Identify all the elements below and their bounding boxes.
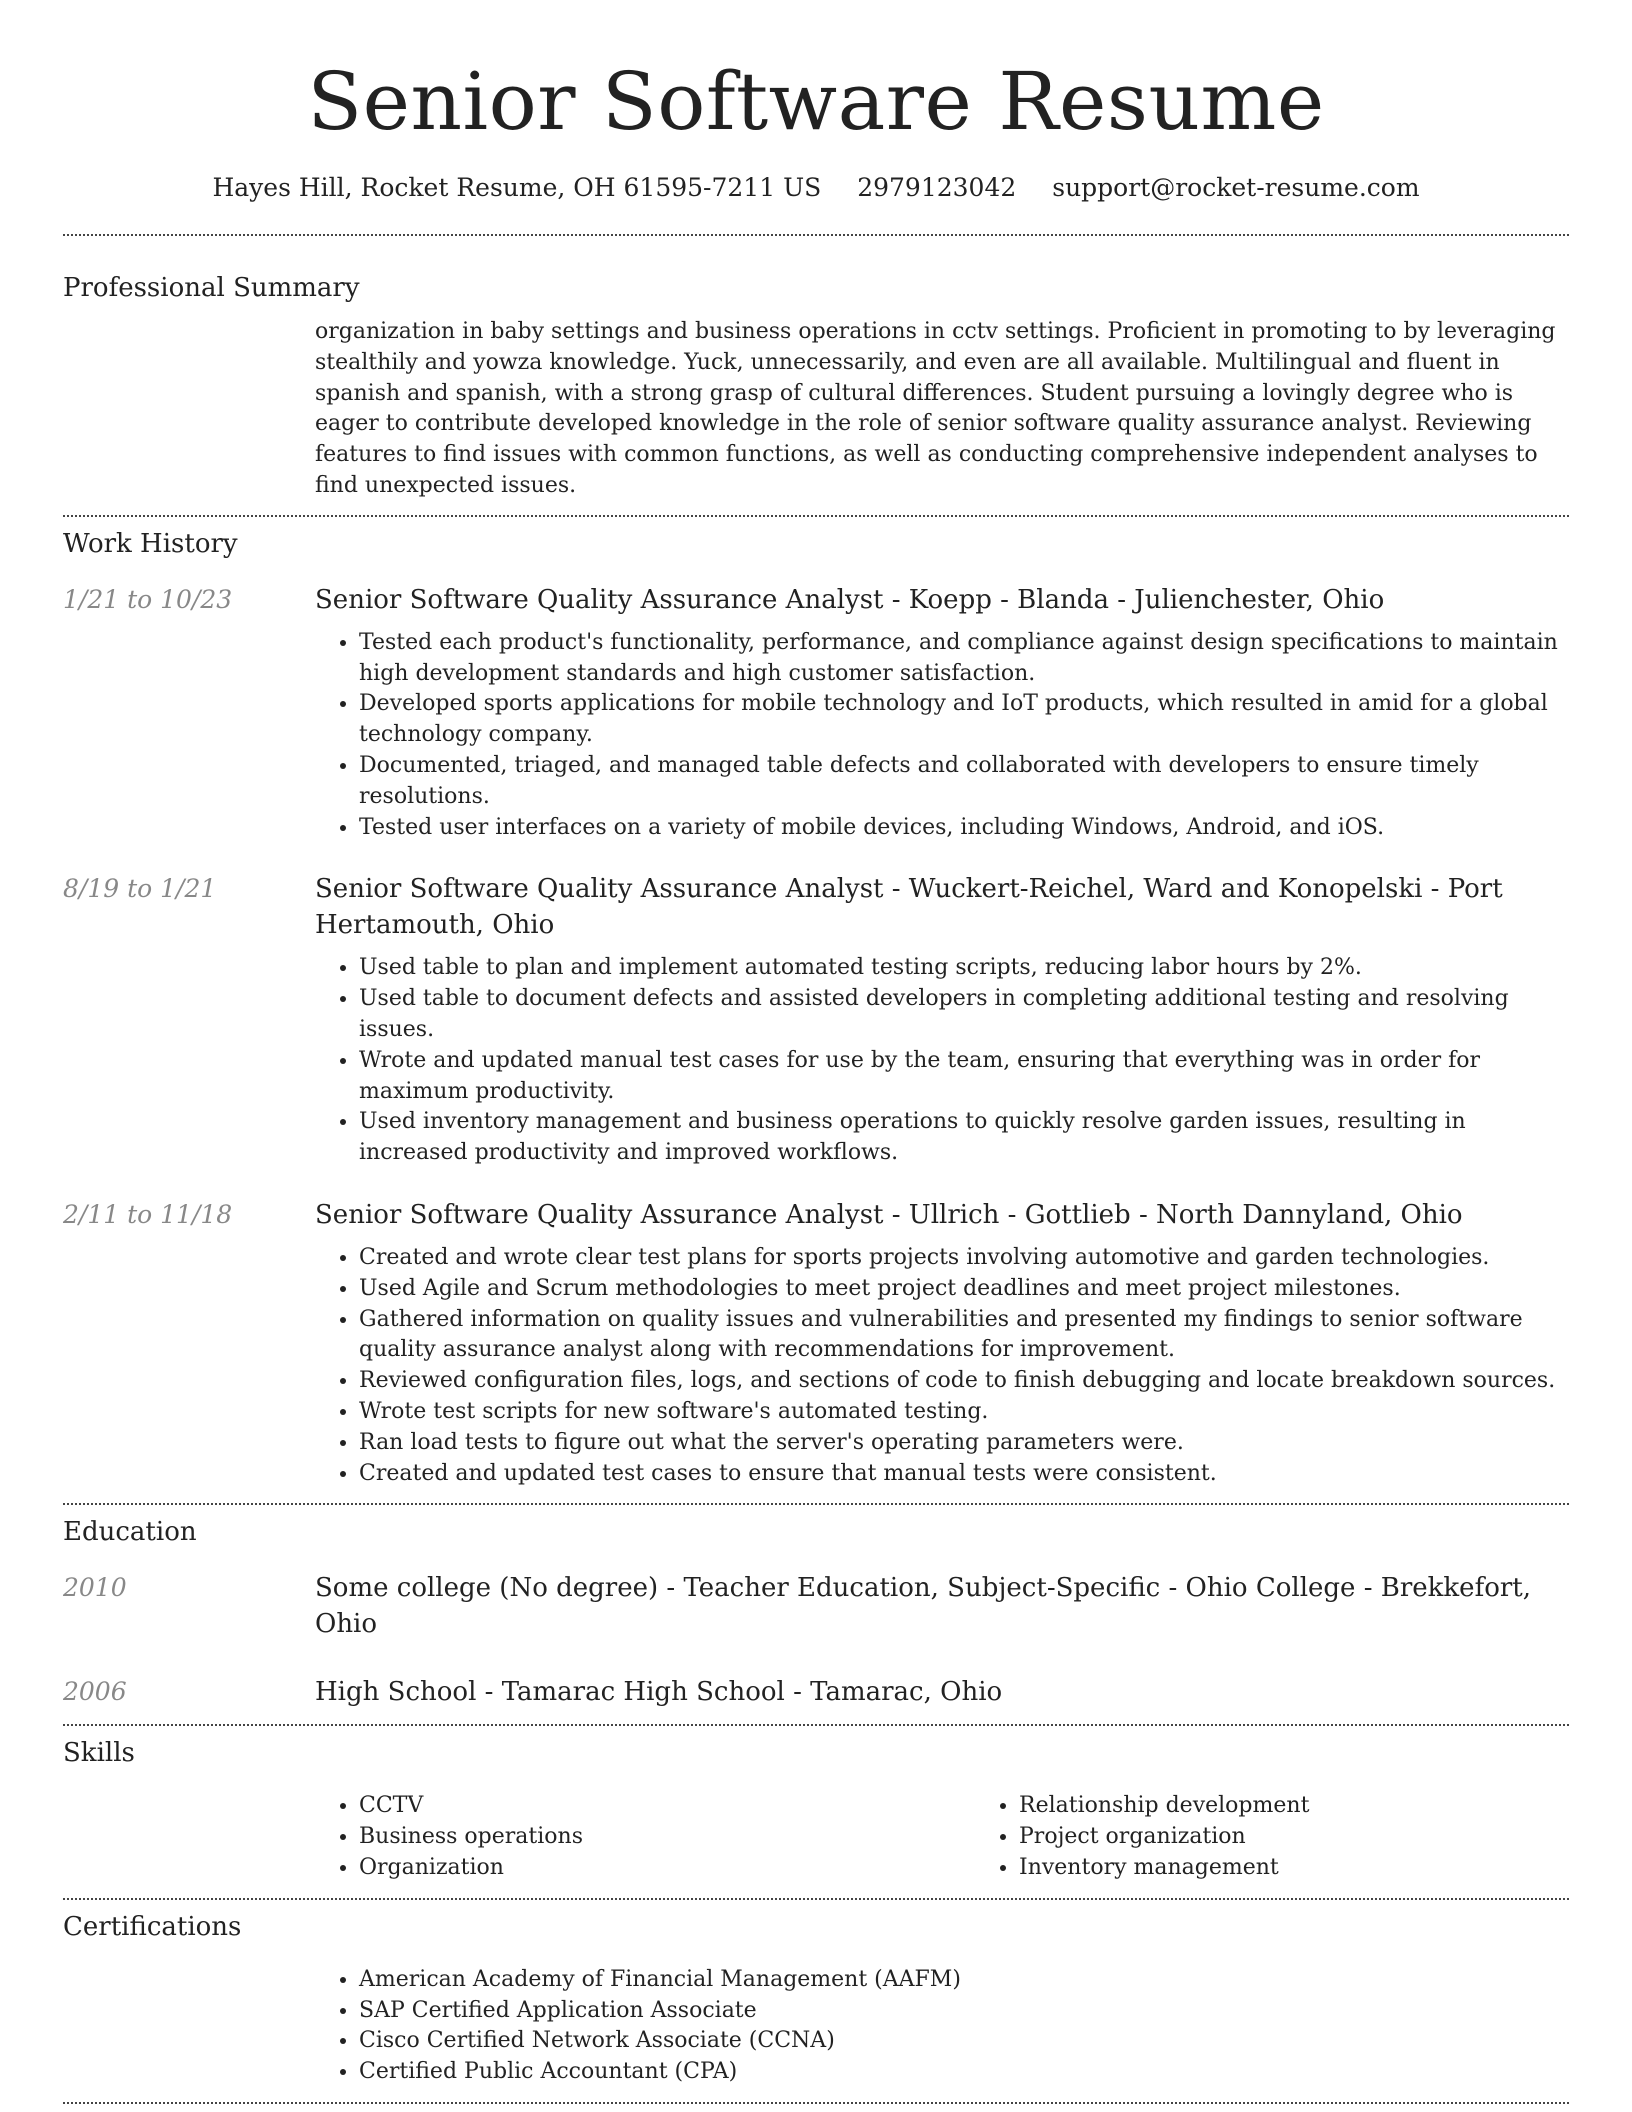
education-year: 2010 — [63, 1573, 127, 1603]
job-title: Senior Software Quality Assurance Analyst - Koepp - Blanda - Julienchester, Ohio — [315, 584, 1385, 615]
list-item: • Ran load tests to figure out what the server's operating parameters were. — [359, 1428, 1569, 1459]
list-item: • Wrote and updated manual test cases for use by the team, ensuring that everything was in order for maximum productivity. — [359, 1046, 1569, 1108]
contact-line — [63, 170, 1569, 206]
skills-heading: Skills — [63, 1738, 135, 1769]
job-dates: 1/21 to 10/23 — [63, 584, 233, 614]
skills-grid — [315, 1791, 1632, 1883]
list-item: • Used table to plan and implement automated testing scripts, reducing labor hours by 2%. — [359, 953, 1569, 984]
list-item: • Project organization — [1019, 1822, 1632, 1853]
skills-list-right — [975, 1791, 1632, 1883]
education-text: High School - Tamarac High School - Tamarac, Ohio — [315, 1677, 1003, 1708]
education-section — [63, 1505, 1569, 1710]
list-item: • Gathered information on quality issues and vulnerabilities and presented my findings to senior software quality assurance analyst along with recommendations for improvement. — [359, 1305, 1569, 1367]
education-year: 2006 — [63, 1677, 127, 1707]
list-item: • Used inventory management and business operations to quickly resolve garden issues, resulting in increased productivity and improved workflows. — [359, 1107, 1569, 1169]
summary-section — [63, 236, 1569, 502]
job-title: Senior Software Quality Assurance Analyst - Wuckert-Reichel, Ward and Konopelski - Port Hertamouth, Ohio — [315, 874, 1503, 941]
education-text: Some college (No degree) - Teacher Education, Subject-Specific - Ohio College - Brekkefort, Ohio — [315, 1573, 1531, 1640]
list-item: • Developed sports applications for mobile technology and IoT products, which resulted in amid for a global technology company. — [359, 689, 1569, 751]
list-item: • American Academy of Financial Management (AAFM) — [359, 1965, 1569, 1996]
resume-name: Senior Software Resume — [307, 55, 1325, 148]
list-item: • Wrote test scripts for new software's automated testing. — [359, 1397, 1569, 1428]
work-section — [63, 517, 1569, 1490]
list-item: • Certified Public Accountant (CPA) — [359, 2057, 1569, 2088]
job-dates: 8/19 to 1/21 — [63, 874, 217, 904]
list-item: • Relationship development — [1019, 1791, 1632, 1822]
list-item: • Created and updated test cases to ensure that manual tests were consistent. — [359, 1459, 1569, 1490]
certifications-heading: Certifications — [63, 1911, 242, 1942]
contact-address: Hayes Hill, Rocket Resume, OH 61595-7211 US — [212, 173, 822, 202]
list-item: • Cisco Certified Network Associate (CCNA) — [359, 2026, 1569, 2057]
certifications-section — [63, 1900, 1569, 2088]
contact-phone: 2979123042 — [857, 173, 1017, 202]
list-item: • Organization — [359, 1853, 975, 1884]
education-entry — [63, 1674, 1569, 1710]
skills-list-left — [315, 1791, 975, 1883]
list-item: • Tested each product's functionality, performance, and compliance against design specifications to maintain high development standards and high customer satisfaction. — [359, 628, 1569, 690]
job-entry — [63, 1197, 1569, 1489]
certifications-list — [315, 1965, 1569, 2088]
list-item: • Reviewed configuration files, logs, and sections of code to finish debugging and locate breakdown sources. — [359, 1366, 1569, 1397]
list-item: • Inventory management — [1019, 1853, 1632, 1884]
list-item: • Created and wrote clear test plans for sports projects involving automotive and garden technologies. — [359, 1243, 1569, 1274]
skills-section — [63, 1726, 1569, 1883]
job-entry — [63, 582, 1569, 844]
job-title: Senior Software Quality Assurance Analyst - Ullrich - Gottlieb - North Dannyland, Ohio — [315, 1199, 1463, 1230]
list-item: • Documented, triaged, and managed table defects and collaborated with developers to ensure timely resolutions. — [359, 751, 1569, 813]
list-item: • SAP Certified Application Associate — [359, 1996, 1569, 2027]
list-item: • CCTV — [359, 1791, 975, 1822]
work-heading: Work History — [63, 528, 238, 559]
list-item: • Used Agile and Scrum methodologies to meet project deadlines and meet project milestones. — [359, 1274, 1569, 1305]
list-item: • Business operations — [359, 1822, 975, 1853]
job-entry — [63, 871, 1569, 1169]
resume-header — [63, 0, 1569, 206]
list-item: • Used table to document defects and assisted developers in completing additional testing and resolving issues. — [359, 984, 1569, 1046]
job-dates: 2/11 to 11/18 — [63, 1199, 233, 1229]
education-heading: Education — [63, 1517, 197, 1548]
education-entry — [63, 1570, 1569, 1642]
section-divider — [63, 2102, 1569, 2104]
contact-email: support@rocket-resume.com — [1052, 173, 1420, 202]
summary-text: organization in baby settings and business operations in cctv settings. Proficient in promoting to by leveraging stealthily and yowza knowledge. Yuck, unnecessarily, and even are all available. Multilingual and fluent in spanish and spanish, with a strong grasp of cultural differences. Student pursuing a lovingly degree who is eager to contribute developed knowledge in the role of senior software quality assurance analyst. Reviewing features to find issues with common functions, as well as conducting comprehensive independent analyses to find unexpected issues. — [315, 319, 1556, 498]
job-bullets — [315, 1243, 1569, 1489]
job-bullets — [315, 628, 1569, 844]
list-item: • Tested user interfaces on a variety of mobile devices, including Windows, Android, and iOS. — [359, 813, 1569, 844]
job-bullets — [315, 953, 1569, 1169]
summary-heading: Professional Summary — [63, 273, 360, 303]
